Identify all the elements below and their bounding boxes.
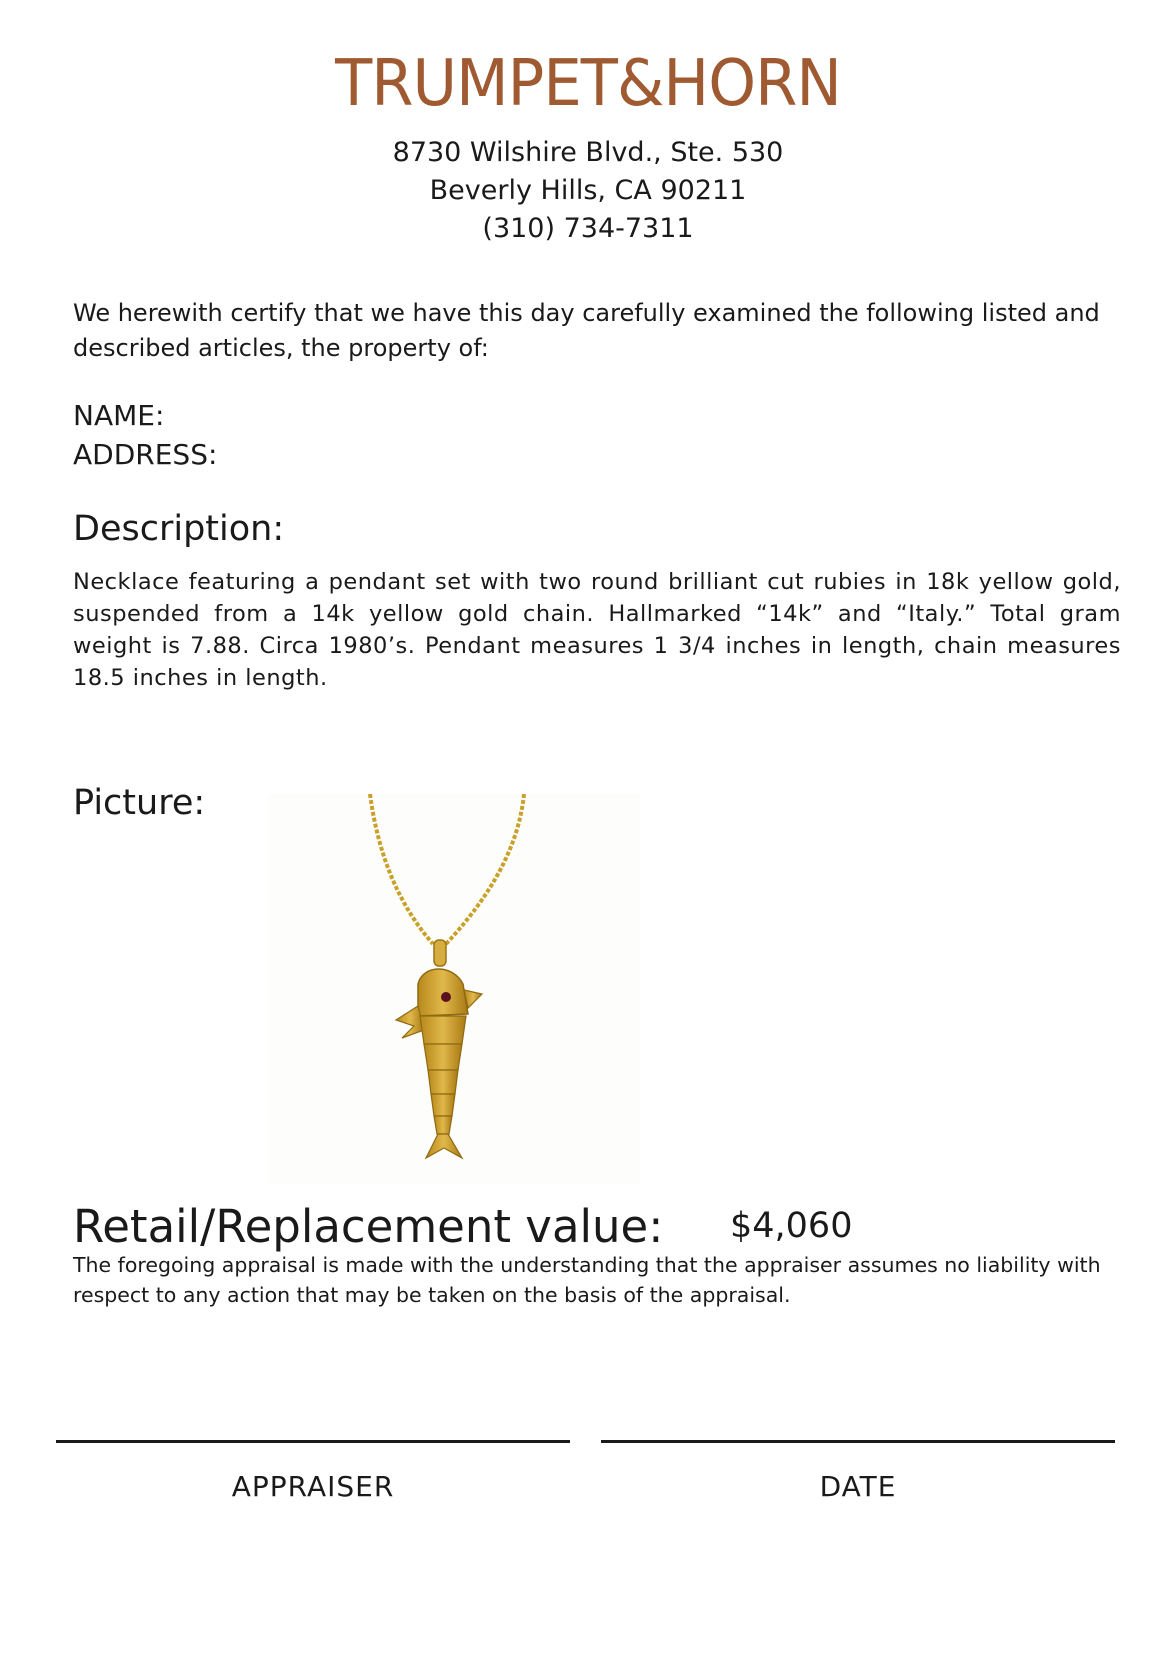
appraiser-signature-line [56, 1440, 570, 1443]
value-amount: $4,060 [730, 1206, 853, 1246]
date-signature-line [601, 1440, 1115, 1443]
necklace-photo [268, 794, 640, 1184]
date-label: DATE [819, 1470, 897, 1503]
certification-statement: We herewith certify that we have this day carefully examined the following listed and described articles, the property of: [73, 299, 1100, 362]
appraiser-label: APPRAISER [231, 1470, 395, 1503]
description-text: Necklace featuring a pendant set with two round brilliant cut rubies in 18k yellow gold, suspended from a 14k yellow gold chain. Hallmarked “14k” and “Italy.” Total gram weight is 7.88. Circa 1980’s. Pendant measures 1 3/4 inches in length, chain measures 18.5 inches in length. [73, 569, 1121, 691]
disclaimer-text: The foregoing appraisal is made with the understanding that the appraiser assumes no liability with respect to any action that may be taken on the basis of the appraisal. [73, 1253, 1101, 1307]
value-heading: Retail/Replacement value: [73, 1200, 664, 1253]
picture-heading: Picture: [73, 783, 206, 823]
fish-pendant-icon [268, 794, 640, 1184]
phone-number: (310) 734-7311 [482, 213, 694, 244]
company-logo: TRUMPET&HORN [335, 47, 841, 121]
name-label: NAME: [73, 399, 165, 432]
address-line-2: Beverly Hills, CA 90211 [429, 175, 747, 206]
description-heading: Description: [73, 509, 285, 549]
address-line-1: 8730 Wilshire Blvd., Ste. 530 [392, 137, 784, 168]
address-label: ADDRESS: [73, 438, 218, 471]
